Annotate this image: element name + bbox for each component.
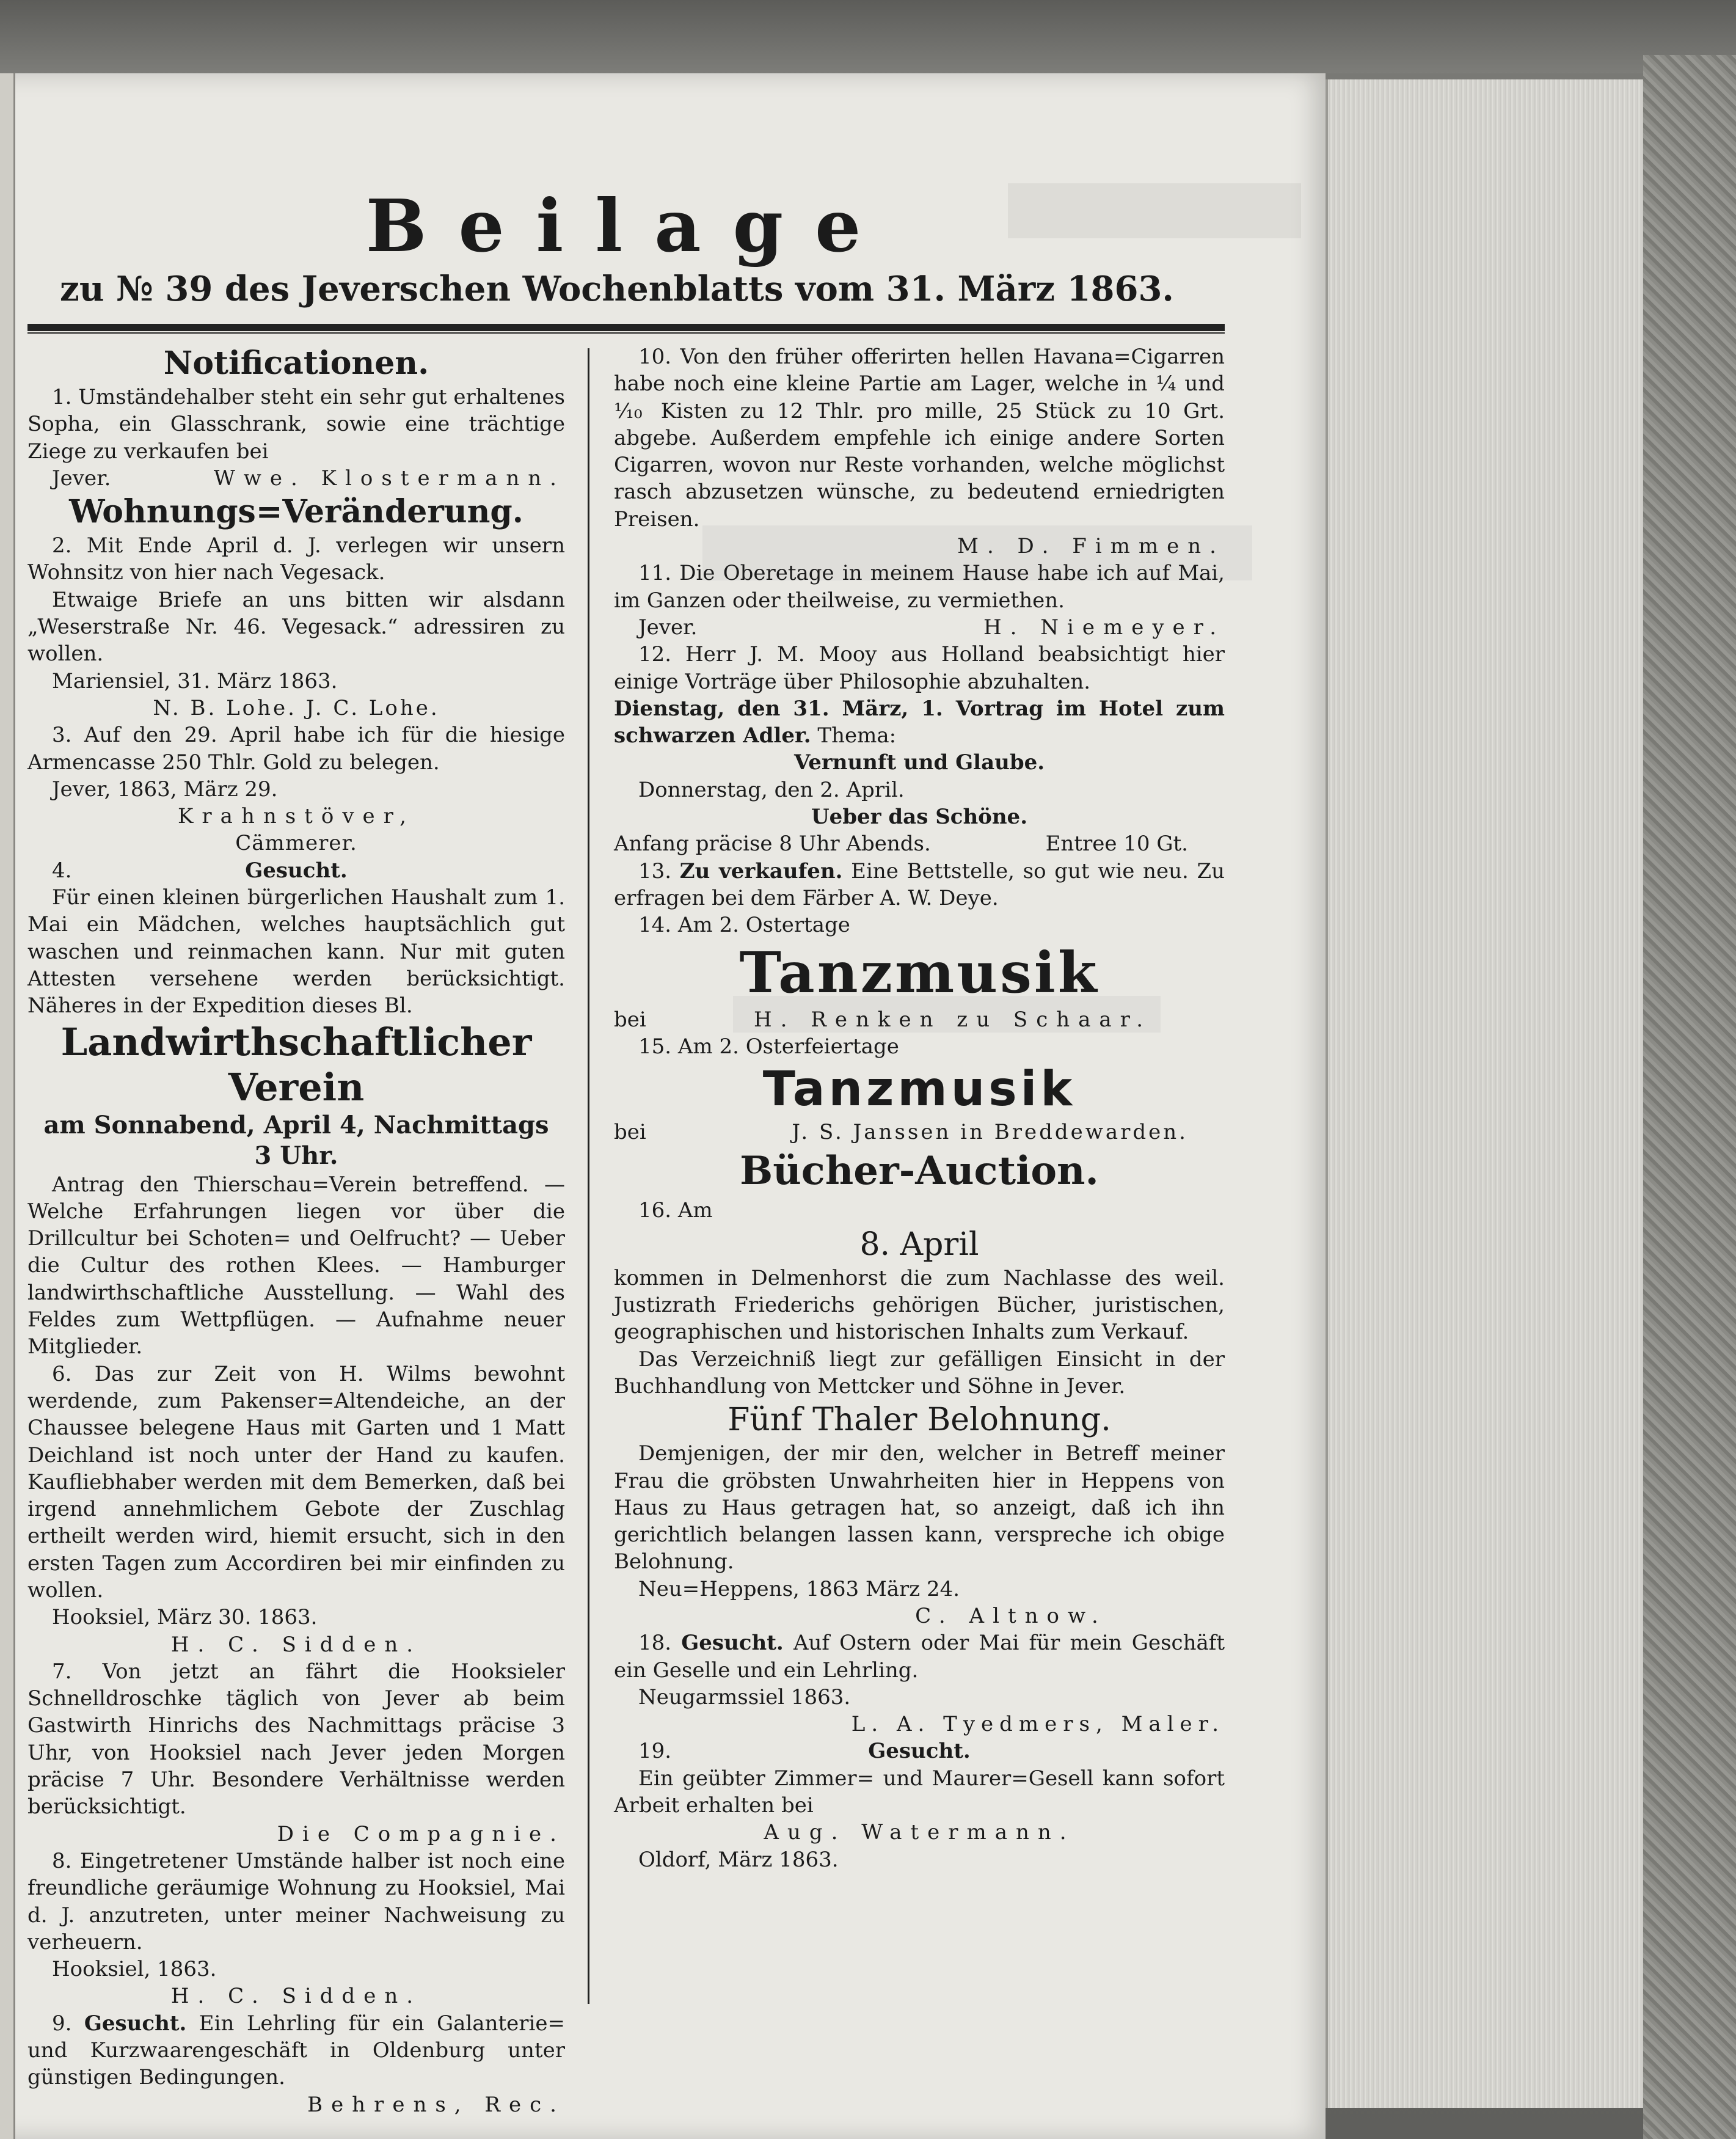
notice-text: Eine Bettstelle, so gut wie neu. Zu erfragen bei dem Färber A. W. Deye. xyxy=(614,858,1225,910)
notice-text: 8. Eingetretener Umstände halber ist noch eine freundliche geräumige Wohnung zu Hooksiel, Mai d. J. anzutreten, unter meiner Nachweisung zu verheuern. xyxy=(27,1848,565,1954)
notice-10 xyxy=(614,343,1225,560)
supplement-title: Beilage xyxy=(365,183,893,268)
notice-text: 6. Das zur Zeit von H. Wilms bewohnt werdende, zum Pakenser=Altendeiche, an der Chaussee belegene Haus mit Garten und 1 Matt Deichland ist noch unter der Hand zu kaufen. Kaufliebhaber werden mit dem Bemerken, daß bei irgend annehmlichem Gebote der Zuschlag ertheilt werden wird, hiemit ersucht, sich in den ersten Tagen zum Accordiren bei mir einfinden zu wollen. xyxy=(27,1361,565,1603)
notice-signature: H. C. Sidden. xyxy=(170,1984,422,2009)
lecture-topic-2: Ueber das Schöne. xyxy=(811,805,1028,830)
notice-11 xyxy=(614,560,1225,641)
notice-text: 7. Von jetzt an fährt die Hooksieler Schnelldroschke täglich von Jever ab beim Gastwirth Hinrichs des Nachmittags präcise 3 Uhr, von Hooksiel nach Jever jeden Morgen präcise 7 Uhr. Besondere Verhältnisse werden berücksichtigt. xyxy=(27,1659,565,1819)
notice-text: bei xyxy=(614,1120,646,1145)
notice-text: 2. Mit Ende April d. J. verlegen wir unsern Wohnsitz von hier nach Vegesack. xyxy=(27,533,565,585)
notice-number: 9. xyxy=(52,2011,84,2036)
notice-2 xyxy=(27,532,565,722)
notice-number: 13. xyxy=(638,858,672,883)
notice-number: 16. Am xyxy=(638,1198,713,1223)
notice-number: 18. xyxy=(638,1631,672,1656)
notice-19 xyxy=(614,1738,1225,1873)
notice-text: 12. Herr J. M. Mooy aus Holland beabsichtigt hier einige Vorträge über Philosophie abzuhalten. xyxy=(614,642,1225,694)
lecture-start: Anfang präcise 8 Uhr Abends. xyxy=(614,832,931,857)
right-column xyxy=(614,343,1225,1873)
notice-signature: N. B. Lohe. J. C. Lohe. xyxy=(153,695,440,720)
notice-text: 11. Die Oberetage in meinem Hause habe ich auf Mai, im Ganzen oder theilweise, zu vermiethen. xyxy=(614,561,1225,613)
notice-text: Ein geübter Zimmer= und Maurer=Gesell kann sofort Arbeit erhalten bei xyxy=(614,1766,1225,1818)
notice-location: Mariensiel, 31. März 1863. xyxy=(52,668,338,693)
notice-13 xyxy=(614,858,1225,912)
notice-15 xyxy=(614,1033,1225,1146)
notice-text: Ein Lehrling für ein Galanterie= und Kurzwaarengeschäft in Oldenburg unter günstigen Bedingungen. xyxy=(27,2011,565,2090)
notice-heading: Zu verkaufen. xyxy=(679,858,843,883)
notice-12 xyxy=(614,641,1225,857)
notice-location: Oldorf, März 1863. xyxy=(638,1847,839,1872)
left-column xyxy=(27,343,565,2118)
notice-text: Für einen kleinen bürgerlichen Haushalt zum 1. Mai ein Mädchen, welches hauptsächlich gut waschen und reinmachen kann. Nur mit guten Attesten versehene werden berücksichtigt. Näheres in der Expedition dieses Bl. xyxy=(27,885,565,1018)
previous-page-edge xyxy=(0,73,15,2139)
notice-4 xyxy=(27,857,565,1020)
notice-text: bei xyxy=(614,1007,646,1032)
notice-17 xyxy=(614,1400,1225,1629)
notice-heading: Gesucht. xyxy=(84,2011,187,2036)
notice-location: Jever. xyxy=(52,466,111,491)
notice-text: Etwaige Briefe an uns bitten wir alsdann „Weserstraße Nr. 46. Vegesack.“ adressiren zu wollen. xyxy=(27,587,565,667)
notice-1 xyxy=(27,384,565,492)
notice-signature: Behrens, Rec. xyxy=(307,2092,565,2117)
page-stack-edges xyxy=(1326,79,1646,2108)
heading-agricultural-society: Landwirthschaftlicher Verein xyxy=(60,1019,532,1110)
heading-notifications: Notificationen. xyxy=(163,345,429,382)
notice-location: Hooksiel, 1863. xyxy=(52,1957,217,1982)
notice-signature: C. Altnow. xyxy=(915,1603,1107,1628)
notice-8 xyxy=(27,1848,565,2010)
meeting-time: 3 Uhr. xyxy=(254,1141,338,1170)
dance-music-heading: Tanzmusik xyxy=(739,939,1100,1006)
notice-text: Demjenigen, der mir den, welcher in Betreff meiner Frau die gröbsten Unwahrheiten hier in Heppens von Haus zu Haus getragen hat, so anzeigt, daß ich ihn gerichtlich belangen lassen kann, verspreche ich obige Belohnung. xyxy=(614,1441,1225,1574)
notice-location: Hooksiel, März 30. 1863. xyxy=(52,1605,318,1630)
reward-heading: Fünf Thaler Belohnung. xyxy=(728,1402,1111,1439)
book-cover-edge xyxy=(1643,55,1736,2139)
meeting-date: am Sonnabend, April 4, Nachmittags xyxy=(43,1110,549,1139)
meeting-agenda: Antrag den Thierschau=Verein betreffend. — Welche Erfahrungen liegen vor über die Drillcultur bei Schoten= und Oelfrucht? — Ueber die Cultur des rothen Klees. — Hamburger landwirthschaftliche Ausstellung. — Wahl des Feldes zum Wettpflügen. — Aufnahme neuer Mitglieder. xyxy=(27,1172,565,1359)
notice-signature: H. Niemeyer. xyxy=(983,615,1225,640)
lecture-date-1: Dienstag, den 31. März, 1. Vortrag im Hotel zum schwarzen Adler. xyxy=(614,696,1225,748)
notice-signature: H. C. Sidden. xyxy=(170,1632,422,1657)
notice-signature: Die Compagnie. xyxy=(277,1821,565,1846)
notice-text: 15. Am 2. Osterfeiertage xyxy=(638,1034,899,1059)
lecture-date-2: Donnerstag, den 2. April. xyxy=(638,777,905,802)
column-divider xyxy=(588,348,589,2004)
book-auction-heading: Bücher-Auction. xyxy=(740,1148,1099,1194)
notice-text: 1. Umständehalber steht ein sehr gut erhaltenes Sopha, ein Glasschrank, sowie eine trächtige Ziege zu verkaufen bei xyxy=(27,385,565,464)
notice-signature: H. Renken zu Schaar. xyxy=(753,1007,1151,1032)
lecture-entry-fee: Entree 10 Gt. xyxy=(1045,832,1188,857)
auction-date: 8. April xyxy=(859,1226,979,1263)
lecture-theme-label: Thema: xyxy=(811,723,897,748)
notice-signature: Aug. Watermann. xyxy=(764,1820,1075,1845)
notice-16 xyxy=(614,1146,1225,1400)
heading-change-of-residence: Wohnungs=Veränderung. xyxy=(69,493,523,531)
notice-text: kommen in Delmenhorst die zum Nachlasse des weil. Justizrath Friederichs gehörigen Bücher, juristischen, geographischen und historischen Inhalts zum Verkauf. xyxy=(614,1265,1225,1345)
notice-text: 14. Am 2. Ostertage xyxy=(638,913,850,938)
notice-text: 10. Von den früher offerirten hellen Havana=Cigarren habe noch eine kleine Partie am Lager, welche in ¼ und ⅒ Kisten zu 12 Thlr. pro mille, 25 Stück zu 10 Grt. abgebe. Außerdem empfehle ich einige andere Sorten Cigarren, wovon nur Reste vorhanden, welche möglichst rasch abzusetzen wünsche, zu bedeutend erniedrigten Preisen. xyxy=(614,345,1225,532)
notice-heading: Gesucht. xyxy=(868,1739,971,1764)
lecture-topic-1: Vernunft und Glaube. xyxy=(793,750,1045,775)
book-cover-top xyxy=(0,0,1736,73)
notice-9 xyxy=(27,2010,565,2118)
notice-number: 4. xyxy=(52,858,72,883)
notice-7 xyxy=(27,1658,565,1848)
notice-signature: J. S. Janssen in Breddewarden. xyxy=(792,1120,1188,1145)
supplement-subtitle: zu № 39 des Jeverschen Wochenblatts vom 31. März 1863. xyxy=(60,269,1174,309)
masthead-rule xyxy=(27,324,1225,331)
notice-14 xyxy=(614,912,1225,1033)
notice-6 xyxy=(27,1361,565,1658)
notice-18 xyxy=(614,1629,1225,1738)
dance-music-heading: Tanzmusik xyxy=(762,1062,1076,1117)
notice-text: Auf Ostern oder Mai für mein Geschäft ein Geselle und ein Lehrling. xyxy=(614,1631,1225,1683)
notice-signature: Krahnstöver, xyxy=(178,804,415,829)
notice-location: Neugarmssiel 1863. xyxy=(638,1684,851,1709)
notice-signature-title: Cämmerer. xyxy=(235,831,357,856)
notice-number: 19. xyxy=(638,1739,672,1764)
notice-heading: Gesucht. xyxy=(681,1631,784,1656)
notice-signature: L. A. Tyedmers, Maler. xyxy=(851,1712,1225,1737)
notice-text: Das Verzeichniß liegt zur gefälligen Einsicht in der Buchhandlung von Mettcker und Söhne in Jever. xyxy=(614,1347,1225,1399)
notice-location: Jever. xyxy=(638,615,698,640)
notice-location: Jever, 1863, März 29. xyxy=(52,777,278,802)
notice-signature: Wwe. Klostermann. xyxy=(213,466,565,491)
notice-location: Neu=Heppens, 1863 März 24. xyxy=(638,1576,960,1601)
notice-signature: M. D. Fimmen. xyxy=(957,534,1225,559)
notice-text: 3. Auf den 29. April habe ich für die hiesige Armencasse 250 Thlr. Gold zu belegen. xyxy=(27,723,565,775)
notice-3 xyxy=(27,722,565,857)
notice-heading: Gesucht. xyxy=(245,858,348,883)
